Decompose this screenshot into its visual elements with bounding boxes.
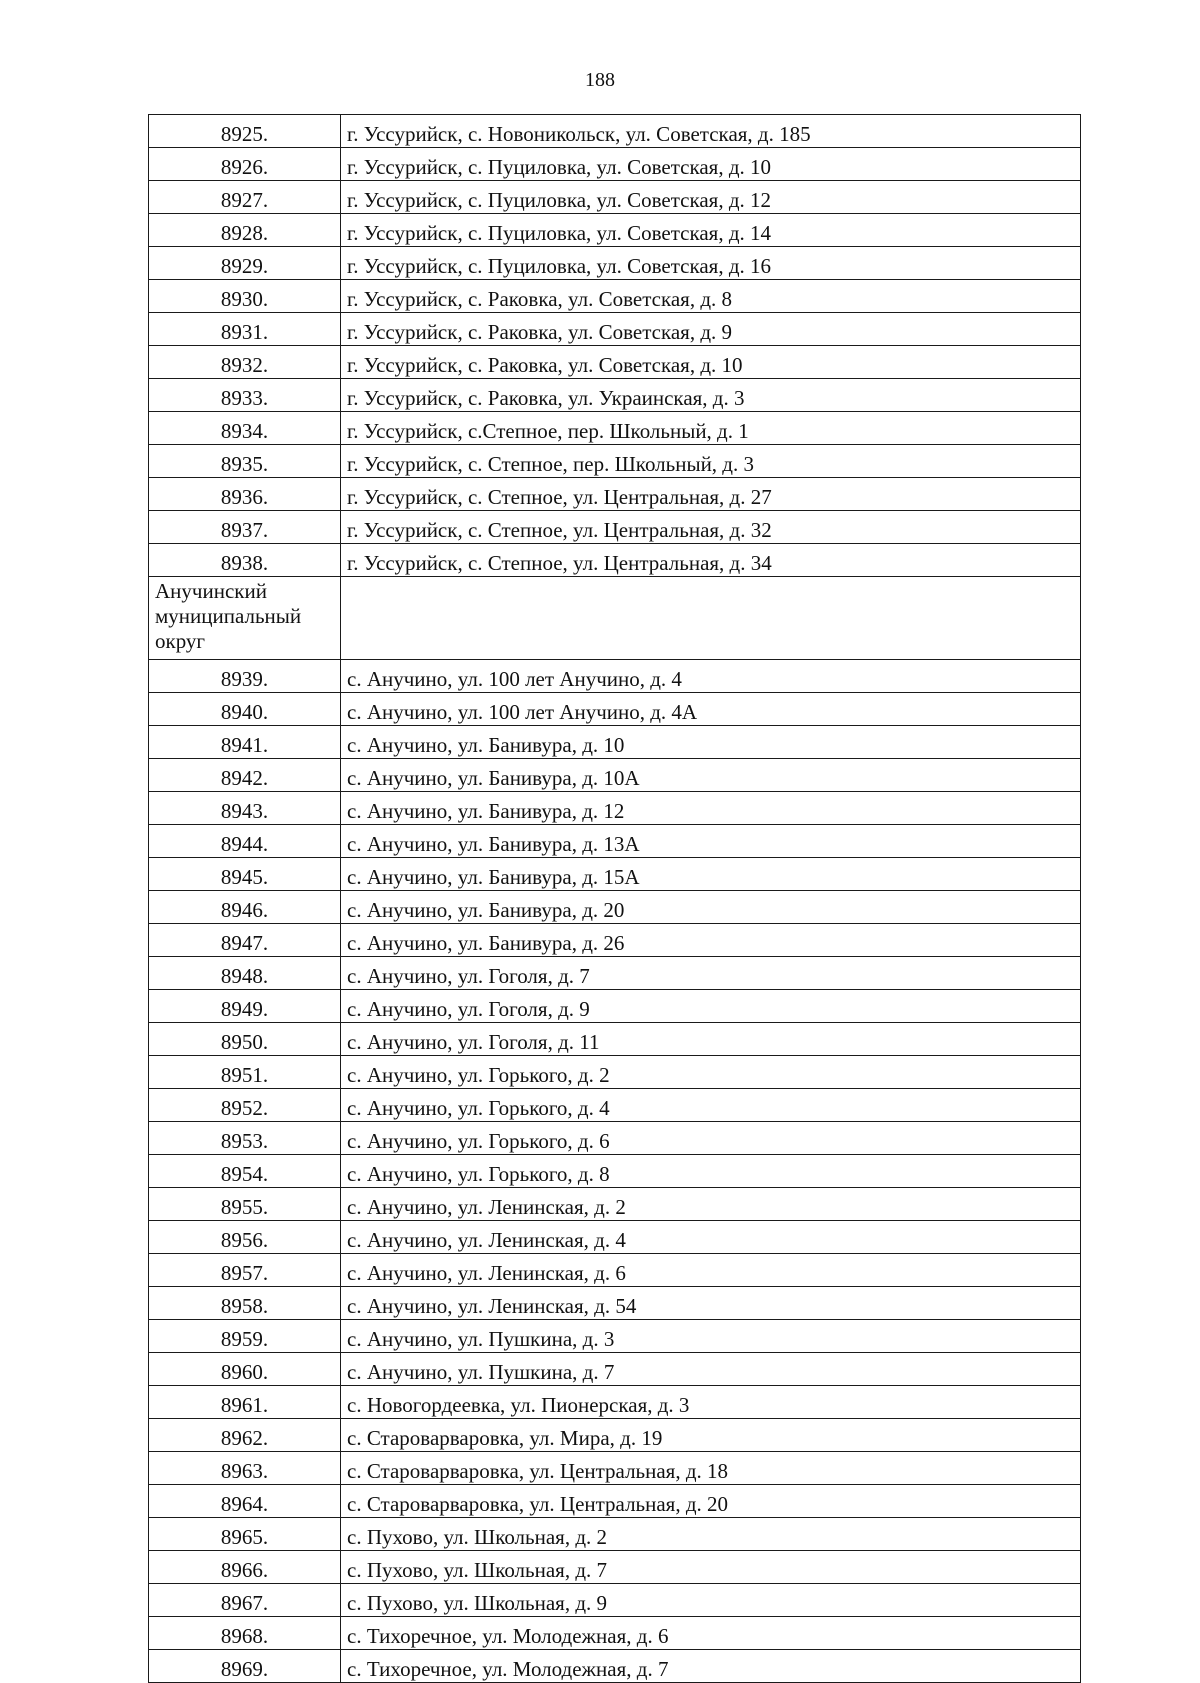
table-row	[149, 1089, 1081, 1122]
table-row	[149, 1056, 1081, 1089]
row-address: с. Анучино, ул. Ленинская, д. 6	[341, 1254, 1081, 1287]
row-number: 8956.	[149, 1221, 341, 1254]
row-number: 8930.	[149, 280, 341, 313]
row-number: 8941.	[149, 726, 341, 759]
row-number: 8959.	[149, 1320, 341, 1353]
address-table	[148, 114, 1081, 1683]
row-number: 8968.	[149, 1617, 341, 1650]
table-row	[149, 313, 1081, 346]
table-row	[149, 957, 1081, 990]
row-number: 8932.	[149, 346, 341, 379]
row-address: с. Анучино, ул. Пушкина, д. 3	[341, 1320, 1081, 1353]
table-row	[149, 1485, 1081, 1518]
row-address: с. Староварваровка, ул. Центральная, д. 20	[341, 1485, 1081, 1518]
table-row	[149, 379, 1081, 412]
row-number: 8938.	[149, 544, 341, 577]
table-row	[149, 478, 1081, 511]
table-row	[149, 1650, 1081, 1683]
table-row	[149, 115, 1081, 148]
row-address: г. Уссурийск, с. Пуциловка, ул. Советская, д. 14	[341, 214, 1081, 247]
row-address: с. Тихоречное, ул. Молодежная, д. 6	[341, 1617, 1081, 1650]
row-address: с. Анучино, ул. Горького, д. 2	[341, 1056, 1081, 1089]
table-row	[149, 1386, 1081, 1419]
row-number: 8927.	[149, 181, 341, 214]
row-address: г. Уссурийск, с. Раковка, ул. Украинская, д. 3	[341, 379, 1081, 412]
row-number: 8966.	[149, 1551, 341, 1584]
section-title: Анучинский муниципальный округ	[149, 577, 341, 660]
table-row	[149, 759, 1081, 792]
row-number: 8967.	[149, 1584, 341, 1617]
table-row	[149, 148, 1081, 181]
table-row	[149, 1287, 1081, 1320]
row-address: г. Уссурийск, с. Раковка, ул. Советская, д. 8	[341, 280, 1081, 313]
table-row	[149, 693, 1081, 726]
row-address: с. Анучино, ул. Банивура, д. 20	[341, 891, 1081, 924]
row-number: 8957.	[149, 1254, 341, 1287]
row-number: 8937.	[149, 511, 341, 544]
row-address: с. Анучино, ул. Ленинская, д. 2	[341, 1188, 1081, 1221]
row-number: 8960.	[149, 1353, 341, 1386]
table-row	[149, 544, 1081, 577]
row-address: с. Анучино, ул. 100 лет Анучино, д. 4	[341, 660, 1081, 693]
row-number: 8939.	[149, 660, 341, 693]
row-number: 8951.	[149, 1056, 341, 1089]
row-number: 8931.	[149, 313, 341, 346]
row-address: с. Анучино, ул. Банивура, д. 15А	[341, 858, 1081, 891]
table-row	[149, 1221, 1081, 1254]
row-address: г. Уссурийск, с. Степное, пер. Школьный, д. 3	[341, 445, 1081, 478]
row-number: 8929.	[149, 247, 341, 280]
row-address: г. Уссурийск, с. Пуциловка, ул. Советская, д. 16	[341, 247, 1081, 280]
row-number: 8961.	[149, 1386, 341, 1419]
row-number: 8954.	[149, 1155, 341, 1188]
row-address: г. Уссурийск, с. Раковка, ул. Советская, д. 10	[341, 346, 1081, 379]
table-row	[149, 280, 1081, 313]
row-address: с. Анучино, ул. Пушкина, д. 7	[341, 1353, 1081, 1386]
table-row	[149, 181, 1081, 214]
table-row	[149, 924, 1081, 957]
row-number: 8948.	[149, 957, 341, 990]
section-empty-cell	[341, 577, 1081, 660]
table-row	[149, 1518, 1081, 1551]
row-address: г. Уссурийск, с. Раковка, ул. Советская, д. 9	[341, 313, 1081, 346]
table-row	[149, 1419, 1081, 1452]
page-number: 188	[585, 69, 615, 91]
table-row	[149, 990, 1081, 1023]
row-address: г. Уссурийск, с. Степное, ул. Центральная, д. 27	[341, 478, 1081, 511]
row-address: с. Анучино, ул. Горького, д. 6	[341, 1122, 1081, 1155]
table-row	[149, 1320, 1081, 1353]
row-address: с. Анучино, ул. Горького, д. 4	[341, 1089, 1081, 1122]
row-number: 8940.	[149, 693, 341, 726]
row-address: с. Анучино, ул. Горького, д. 8	[341, 1155, 1081, 1188]
table-row	[149, 247, 1081, 280]
table-row	[149, 346, 1081, 379]
row-address: с. Староварваровка, ул. Центральная, д. 18	[341, 1452, 1081, 1485]
row-number: 8964.	[149, 1485, 341, 1518]
row-address: с. Анучино, ул. Банивура, д. 13А	[341, 825, 1081, 858]
row-address: с. Анучино, ул. Банивура, д. 10	[341, 726, 1081, 759]
row-address: г. Уссурийск, с. Новоникольск, ул. Советская, д. 185	[341, 115, 1081, 148]
table-row	[149, 858, 1081, 891]
row-address: с. Анучино, ул. Банивура, д. 26	[341, 924, 1081, 957]
row-address: с. Анучино, ул. Банивура, д. 10А	[341, 759, 1081, 792]
table-row	[149, 1155, 1081, 1188]
row-number: 8969.	[149, 1650, 341, 1683]
row-address: с. Анучино, ул. Ленинская, д. 54	[341, 1287, 1081, 1320]
row-number: 8965.	[149, 1518, 341, 1551]
row-address: с. Новогордеевка, ул. Пионерская, д. 3	[341, 1386, 1081, 1419]
section-header-row	[149, 577, 1081, 660]
table-row	[149, 726, 1081, 759]
table-row	[149, 1452, 1081, 1485]
row-address: с. Пухово, ул. Школьная, д. 2	[341, 1518, 1081, 1551]
table-row	[149, 1617, 1081, 1650]
row-address: г. Уссурийск, с. Пуциловка, ул. Советская, д. 10	[341, 148, 1081, 181]
row-address: с. Анучино, ул. Ленинская, д. 4	[341, 1221, 1081, 1254]
row-address: с. Пухово, ул. Школьная, д. 7	[341, 1551, 1081, 1584]
table-row	[149, 792, 1081, 825]
row-address: г. Уссурийск, с.Степное, пер. Школьный, д. 1	[341, 412, 1081, 445]
table-row	[149, 1122, 1081, 1155]
row-address: с. Анучино, ул. 100 лет Анучино, д. 4А	[341, 693, 1081, 726]
table-row	[149, 660, 1081, 693]
table-row	[149, 1023, 1081, 1056]
row-number: 8936.	[149, 478, 341, 511]
table-row	[149, 825, 1081, 858]
row-number: 8926.	[149, 148, 341, 181]
row-number: 8955.	[149, 1188, 341, 1221]
row-address: г. Уссурийск, с. Степное, ул. Центральная, д. 32	[341, 511, 1081, 544]
table-row	[149, 445, 1081, 478]
table-row	[149, 891, 1081, 924]
row-number: 8944.	[149, 825, 341, 858]
table-row	[149, 1353, 1081, 1386]
row-number: 8934.	[149, 412, 341, 445]
row-number: 8952.	[149, 1089, 341, 1122]
table-row	[149, 1188, 1081, 1221]
row-number: 8933.	[149, 379, 341, 412]
row-number: 8935.	[149, 445, 341, 478]
row-address: с. Анучино, ул. Гоголя, д. 11	[341, 1023, 1081, 1056]
table-row	[149, 1584, 1081, 1617]
row-number: 8925.	[149, 115, 341, 148]
row-number: 8947.	[149, 924, 341, 957]
row-address: с. Анучино, ул. Гоголя, д. 7	[341, 957, 1081, 990]
row-number: 8958.	[149, 1287, 341, 1320]
table-row	[149, 214, 1081, 247]
row-number: 8928.	[149, 214, 341, 247]
row-number: 8946.	[149, 891, 341, 924]
table-row	[149, 511, 1081, 544]
table-row	[149, 1254, 1081, 1287]
row-number: 8953.	[149, 1122, 341, 1155]
row-number: 8949.	[149, 990, 341, 1023]
row-address: г. Уссурийск, с. Степное, ул. Центральная, д. 34	[341, 544, 1081, 577]
row-address: с. Анучино, ул. Банивура, д. 12	[341, 792, 1081, 825]
table-row	[149, 412, 1081, 445]
table-row	[149, 1551, 1081, 1584]
address-table-body	[149, 115, 1081, 1683]
row-address: с. Тихоречное, ул. Молодежная, д. 7	[341, 1650, 1081, 1683]
row-number: 8963.	[149, 1452, 341, 1485]
row-number: 8962.	[149, 1419, 341, 1452]
row-number: 8945.	[149, 858, 341, 891]
row-number: 8950.	[149, 1023, 341, 1056]
row-address: г. Уссурийск, с. Пуциловка, ул. Советская, д. 12	[341, 181, 1081, 214]
row-address: с. Пухово, ул. Школьная, д. 9	[341, 1584, 1081, 1617]
row-number: 8942.	[149, 759, 341, 792]
row-address: с. Староварваровка, ул. Мира, д. 19	[341, 1419, 1081, 1452]
row-address: с. Анучино, ул. Гоголя, д. 9	[341, 990, 1081, 1023]
row-number: 8943.	[149, 792, 341, 825]
